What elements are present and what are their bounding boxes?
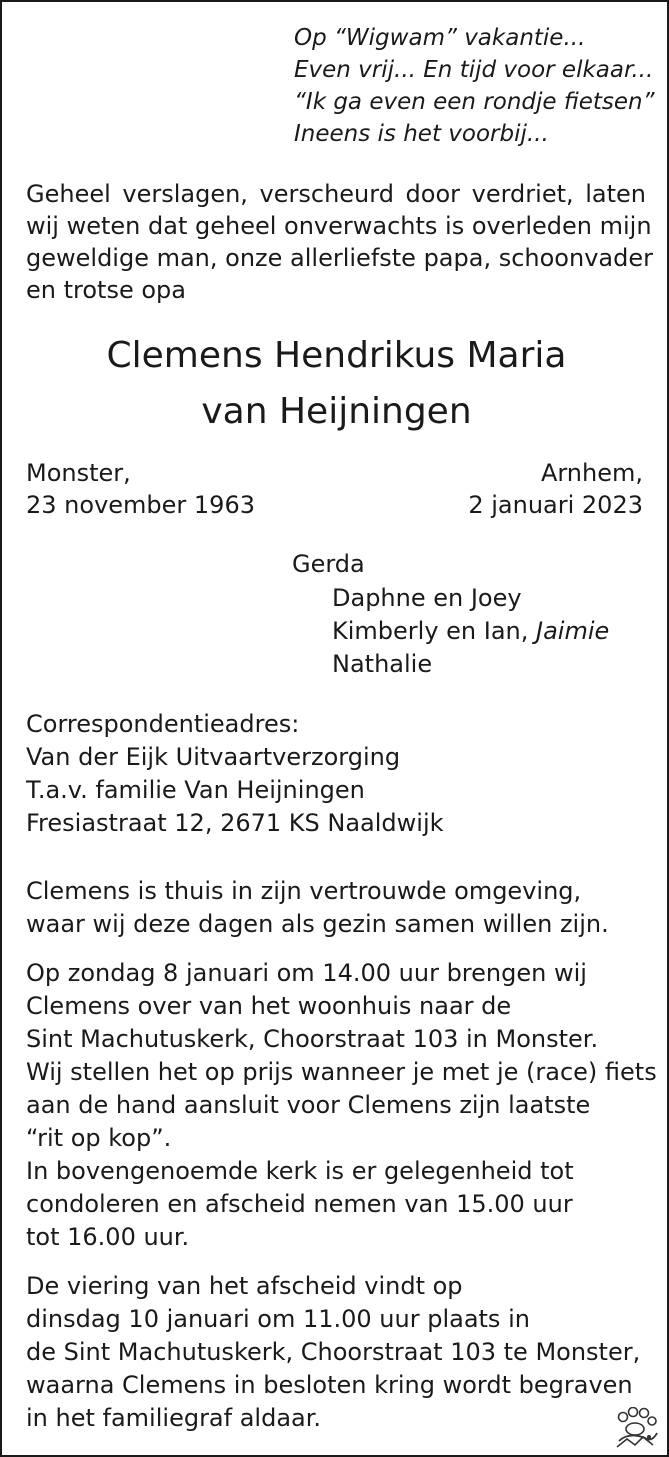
- poem-line: Even vrij... En tijd voor elkaar...: [294, 57, 654, 83]
- announcement-text: [26, 178, 653, 306]
- address-line: Van der Eijk Uitvaartverzorging: [26, 743, 401, 771]
- deceased-name-line-1: Clemens Hendrikus Maria: [106, 335, 567, 376]
- paragraph-line: Op zondag 8 januari om 14.00 uur brengen wij: [26, 959, 587, 987]
- paragraph-line: condoleren en afscheid nemen van 15.00 uur: [26, 1190, 573, 1218]
- child-family: [332, 615, 609, 647]
- deceased-name-line-2: van Heijningen: [201, 391, 472, 432]
- paragraph-line: “rit op kop”.: [26, 1124, 172, 1152]
- announcement-line: Geheel verslagen, verscheurd door verdriet, laten: [26, 180, 646, 208]
- paragraph-line: tot 16.00 uur.: [26, 1223, 190, 1251]
- poem-line: Ineens is het voorbij...: [294, 121, 549, 147]
- paragraph-line: De viering van het afscheid vindt op: [26, 1272, 463, 1300]
- poem-line: “Ik ga even een rondje fietsen”: [294, 89, 655, 115]
- paw-print-logo-icon: [613, 1407, 659, 1449]
- death-date: 2 januari 2023: [468, 491, 643, 519]
- announcement-line: en trotse opa: [26, 276, 186, 304]
- paragraph-line: de Sint Machutuskerk, Choorstraat 103 te Monster,: [26, 1338, 641, 1366]
- child-family: Nathalie: [332, 650, 433, 678]
- announcement-line: geweldige man, onze allerliefste papa, schoonvader: [26, 244, 653, 272]
- address-line: T.a.v. familie Van Heijningen: [26, 776, 365, 804]
- paragraph-line: waarna Clemens in besloten kring wordt begraven: [26, 1371, 633, 1399]
- address-line: Correspondentieadres:: [26, 710, 300, 738]
- address-line: Fresiastraat 12, 2671 KS Naaldwijk: [26, 809, 444, 837]
- paragraph-line: dinsdag 10 januari om 11.00 uur plaats in: [26, 1305, 530, 1333]
- paragraph-line: Clemens is thuis in zijn vertrouwde omgeving,: [26, 877, 582, 905]
- paragraph-line: waar wij deze dagen als gezin samen willen zijn.: [26, 910, 609, 938]
- paragraph-line: Wij stellen het op prijs wanneer je met je (race) fiets: [26, 1058, 657, 1086]
- child-family: Daphne en Joey: [332, 584, 522, 612]
- paragraph-line: in het familiegraf aldaar.: [26, 1404, 322, 1432]
- paragraph-line: Clemens over van het woonhuis naar de: [26, 992, 512, 1020]
- grandchild-name: Jaimie: [536, 617, 610, 645]
- paragraph-line: Sint Machutuskerk, Choorstraat 103 in Monster.: [26, 1025, 599, 1053]
- death-place: Arnhem,: [540, 459, 643, 487]
- paragraph-line: aan de hand aansluit voor Clemens zijn laatste: [26, 1091, 591, 1119]
- birth-date: 23 november 1963: [26, 491, 255, 519]
- spouse-name: Gerda: [292, 550, 365, 578]
- birth-place: Monster,: [26, 459, 131, 487]
- announcement-line: wij weten dat geheel onverwachts is overleden mijn: [26, 212, 652, 240]
- child-family-names: Kimberly en Ian,: [332, 617, 537, 645]
- paragraph-line: In bovengenoemde kerk is er gelegenheid tot: [26, 1157, 574, 1185]
- poem-line: Op “Wigwam” vakantie...: [294, 25, 586, 51]
